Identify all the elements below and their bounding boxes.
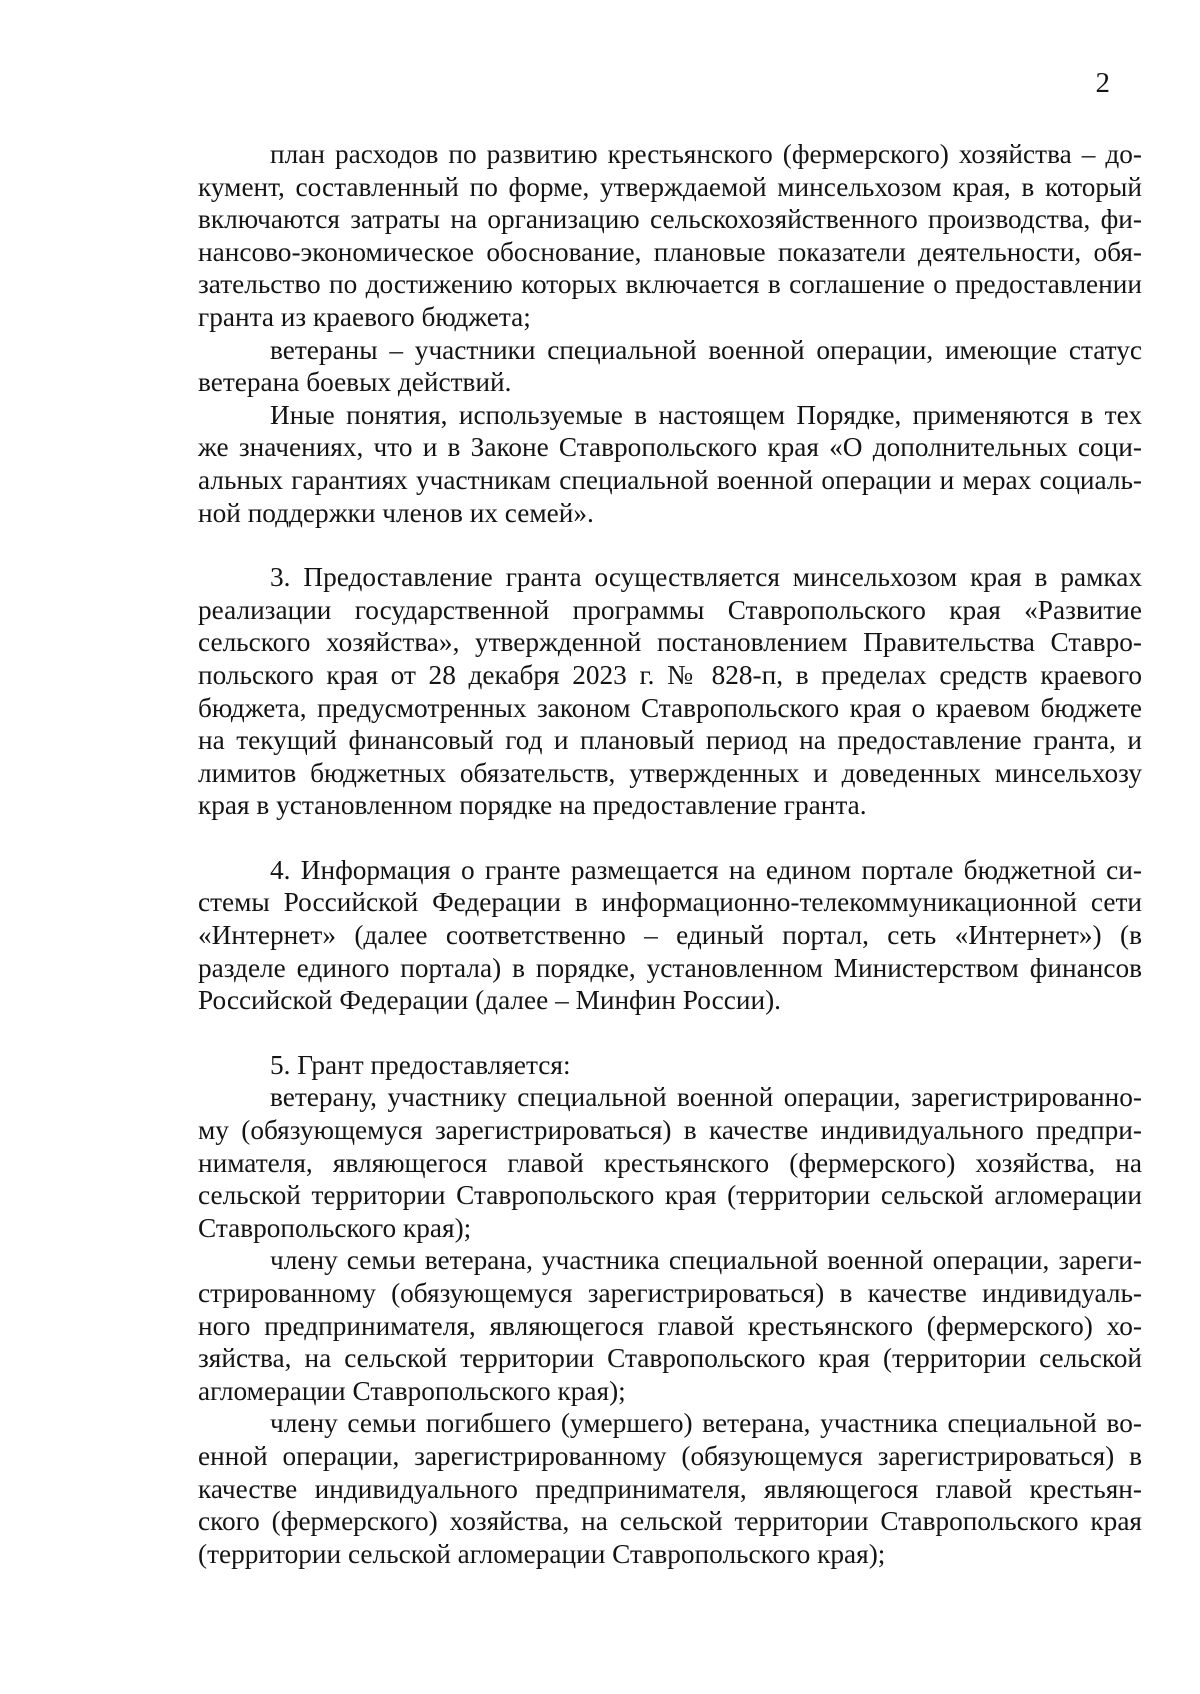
paragraph-gap	[198, 822, 1142, 854]
paragraph-veterans-definition: ветераны – участники специальной военной операции, имеющие статус ветерана боевых действий.	[198, 334, 1142, 398]
paragraph-gap	[198, 1017, 1142, 1049]
document-body	[198, 138, 1142, 1570]
paragraph-expense-plan-definition: план расходов по развитию крестьянского (фермерского) хозяйства – документ, составленный по форме, утверждаемой минсельхозом края, в который включаются затраты на организацию сельскохозяйственного производства, финансово-экономическое обоснование, плановые показатели деятельности, обязательство по достижению которых включается в соглашение о предоставлении гранта из краевого бюджета;	[198, 139, 1142, 332]
paragraph-section-4: 4. Информация о гранте размещается на едином портале бюджетной системы Российской Федерации в информационно-телекоммуникационной сети «Интернет» (далее соответственно – единый портал, сеть «Интернет») (в разделе единого портала) в порядке, установленном Министерством финансов Российской Федерации (далее – Минфин России).	[198, 854, 1142, 1016]
page-number: 2	[1095, 67, 1110, 99]
paragraph-gap	[198, 529, 1142, 561]
paragraph-section-5-veteran: ветерану, участнику специальной военной операции, зарегистрированному (обязующемуся зарегистрироваться) в качестве индивидуального предпринимателя, являющегося главой крестьянского (фермерского) хозяйства, на сельской территории Ставропольского края (территории сельской агломерации Ставропольского края);	[198, 1082, 1142, 1243]
paragraph-section-3: 3. Предоставление гранта осуществляется минсельхозом края в рамках реализации государственной программы Ставропольского края «Развитие сельского хозяйства», утвержденной постановлением Правительства Ставропольского края от 28 декабря 2023 г. № 828-п, в пределах средств краевого бюджета, предусмотренных законом Ставропольского края о краевом бюджете на текущий финансовый год и плановый период на предоставление гранта, и лимитов бюджетных обязательств, утвержденных и доведенных минсельхозу края в установленном порядке на предоставление гранта.	[198, 562, 1142, 821]
paragraph-section-5-heading: 5. Грант предоставляется:	[270, 1049, 571, 1080]
paragraph-other-terms: Иные понятия, используемые в настоящем Порядке, применяются в тех же значениях, что и в Законе Ставропольского края «О дополнительных социальных гарантиях участникам специальной военной операции и мерах социальной поддержки членов их семей».	[198, 399, 1142, 528]
paragraph-section-5-deceased-family: члену семьи погибшего (умершего) ветерана, участника специальной военной операции, зарегистрированному (обязующемуся зарегистрироваться) в качестве индивидуального предпринимателя, являющегося главой крестьянского (фермерского) хозяйства, на сельской территории Ставропольского края (территории сельской агломерации Ставропольского края);	[198, 1408, 1142, 1569]
paragraph-section-5-family-member: члену семьи ветерана, участника специальной военной операции, зарегистрированному (обязующемуся зарегистрироваться) в качестве индивидуального предпринимателя, являющегося главой крестьянского (фермерского) хозяйства, на сельской территории Ставропольского края (территории сельской агломерации Ставропольского края);	[198, 1245, 1142, 1406]
